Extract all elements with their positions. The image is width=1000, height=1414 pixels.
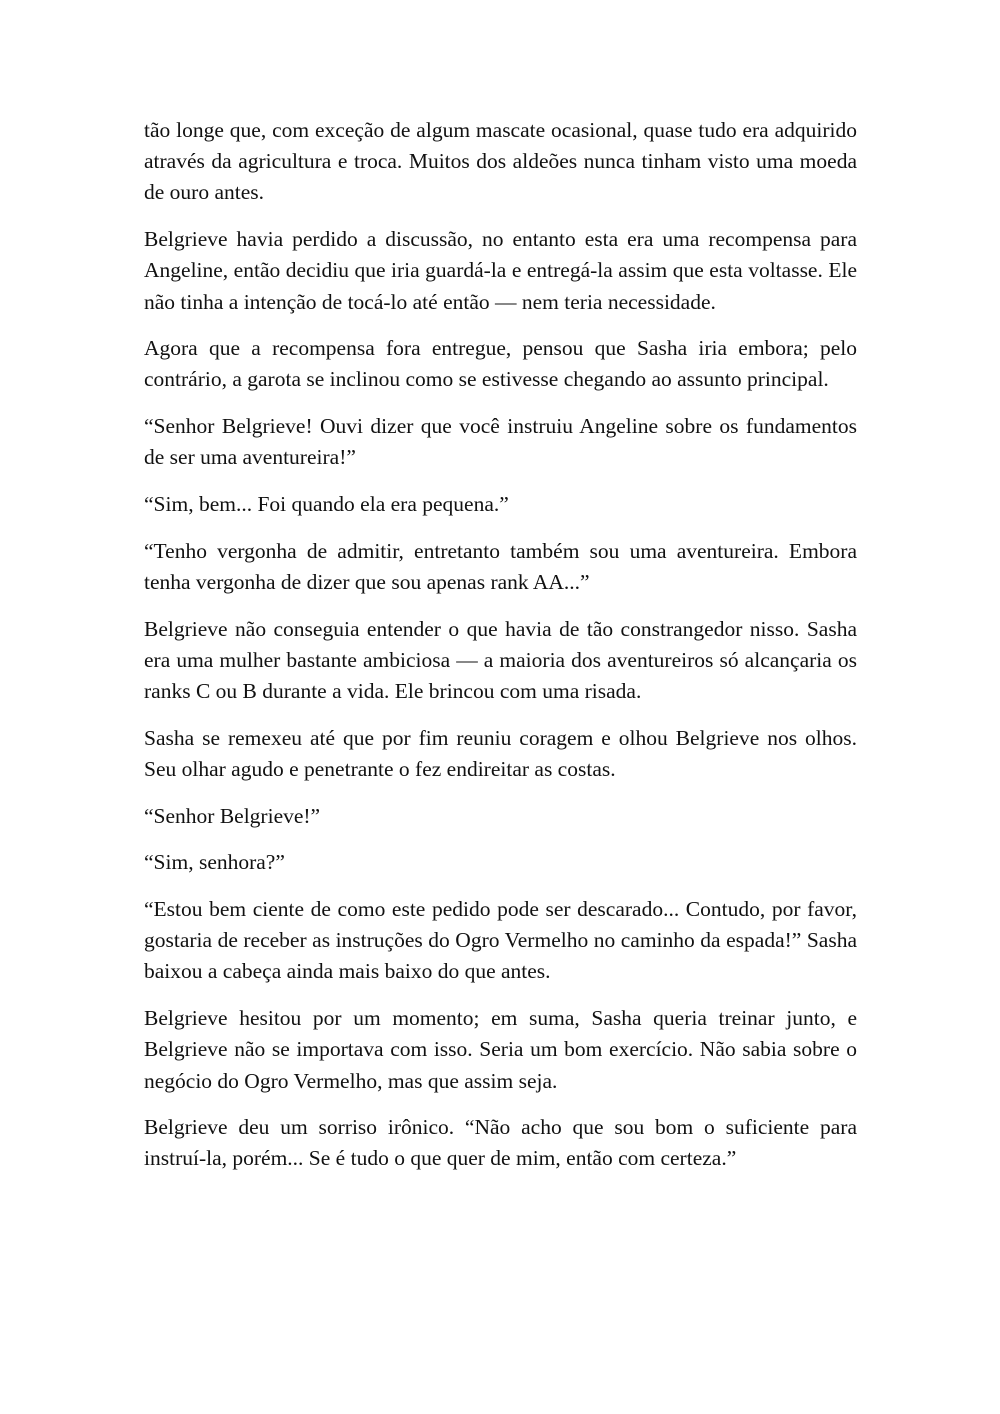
paragraph-1: tão longe que, com exceção de algum mascate ocasional, quase tudo era adquirido através da agricultura e troca. Muitos dos aldeões nunca tinham visto uma moeda de ouro antes.	[144, 118, 857, 205]
document-page	[144, 115, 857, 1190]
paragraph-5: “Sim, bem... Foi quando ela era pequena.”	[144, 492, 509, 517]
paragraph-4: “Senhor Belgrieve! Ouvi dizer que você instruiu Angeline sobre os fundamentos de ser uma aventureira!”	[144, 414, 857, 470]
paragraph-8: Sasha se remexeu até que por fim reuniu coragem e olhou Belgrieve nos olhos. Seu olhar agudo e penetrante o fez endireitar as costas.	[144, 725, 857, 781]
paragraph-9: “Senhor Belgrieve!”	[144, 803, 321, 828]
paragraph-11: “Estou bem ciente de como este pedido pode ser descarado... Contudo, por favor, gostaria de receber as instruções do Ogro Vermelho no caminho da espada!” Sasha baixou a cabeça ainda mais baixo do que antes.	[144, 897, 857, 984]
paragraph-10: “Sim, senhora?”	[144, 850, 285, 875]
paragraph-2: Belgrieve havia perdido a discussão, no entanto esta era uma recompensa para Angeline, então decidiu que iria guardá-la e entregá-la assim que esta voltasse. Ele não tinha a intenção de tocá-lo até então — nem teria necessidade.	[144, 227, 857, 314]
paragraph-7: Belgrieve não conseguia entender o que havia de tão constrangedor nisso. Sasha era uma mulher bastante ambiciosa — a maioria dos aventureiros só alcançaria os ranks C ou B durante a vida. Ele brincou com uma risada.	[144, 616, 857, 704]
paragraph-13: Belgrieve deu um sorriso irônico. “Não acho que sou bom o suficiente para instruí-la, porém... Se é tudo o que quer de mim, então com certeza.”	[144, 1115, 857, 1171]
paragraph-12: Belgrieve hesitou por um momento; em suma, Sasha queria treinar junto, e Belgrieve não se importava com isso. Seria um bom exercício. Não sabia sobre o negócio do Ogro Vermelho, mas que assim seja.	[144, 1006, 857, 1093]
paragraph-3: Agora que a recompensa fora entregue, pensou que Sasha iria embora; pelo contrário, a garota se inclinou como se estivesse chegando ao assunto principal.	[144, 336, 857, 392]
paragraph-6: “Tenho vergonha de admitir, entretanto também sou uma aventureira. Embora tenha vergonha de dizer que sou apenas rank AA...”	[144, 538, 857, 594]
